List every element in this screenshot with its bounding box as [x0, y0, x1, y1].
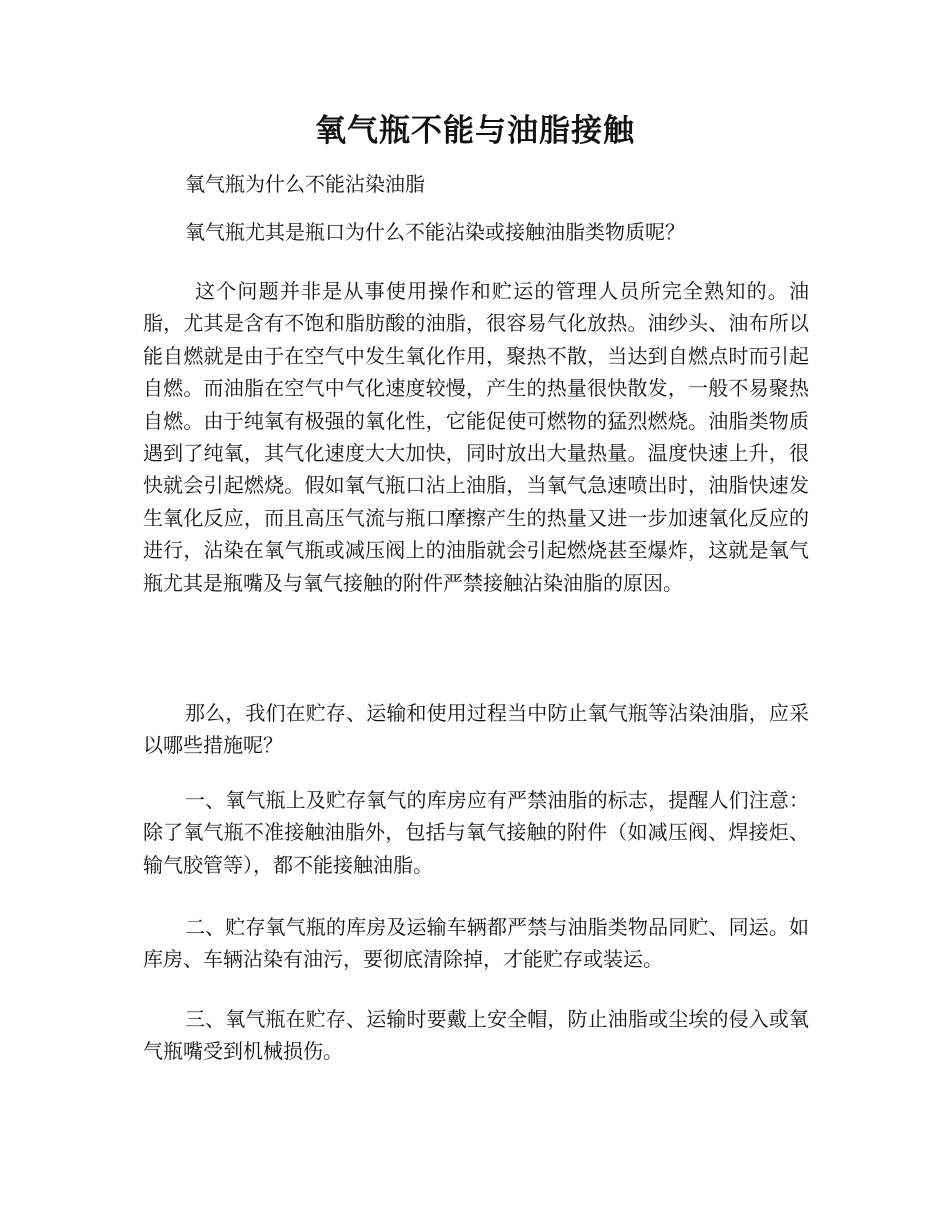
- document-title: 氧气瓶不能与油脂接触: [315, 113, 635, 149]
- subtitle-paragraph: 氧气瓶为什么不能沾染油脂: [185, 172, 425, 196]
- measure-item-2: 二、贮存氧气瓶的库房及运输车辆都严禁与油脂类物品同贮、同运。如库房、车辆沾染有油污，要彻底清除掉，才能贮存或装运。: [143, 915, 809, 972]
- measure-item-1: 一、氧气瓶上及贮存氧气的库房应有严禁油脂的标志，提醒人们注意：除了氧气瓶不准接触油脂外，包括与氧气接触的附件（如减压阀、焊接炬、输气胶管等），都不能接触油脂。: [143, 788, 809, 877]
- explanation-paragraph: 这个问题并非是从事使用操作和贮运的管理人员所完全熟知的。油脂，尤其是含有不饱和脂肪酸的油脂，很容易气化放热。油纱头、油布所以能自燃就是由于在空气中发生氧化作用，聚热不散，当达到自燃点时而引起自燃。而油脂在空气中气化速度较慢，产生的热量很快散发，一般不易聚热自燃。由于纯氧有极强的氧化性，它能促使可燃物的猛烈燃烧。油脂类物质遇到了纯氧，其气化速度大大加快，同时放出大量热量。温度快速上升，很快就会引起燃烧。假如氧气瓶口沾上油脂，当氧气急速喷出时，油脂快速发生氧化反应，而且高压气流与瓶口摩擦产生的热量又进一步加速氧化反应的进行，沾染在氧气瓶或减压阀上的油脂就会引起燃烧甚至爆炸，这就是氧气瓶尤其是瓶嘴及与氧气接触的附件严禁接触沾染油脂的原因。: [143, 279, 809, 595]
- measures-intro-paragraph: 那么，我们在贮存、运输和使用过程当中防止氧气瓶等沾染油脂，应采以哪些措施呢？: [143, 701, 809, 758]
- measure-item-3: 三、氧气瓶在贮存、运输时要戴上安全帽，防止油脂或尘埃的侵入或氧气瓶嘴受到机械损伤。: [143, 1007, 809, 1064]
- question-paragraph: 氧气瓶尤其是瓶口为什么不能沾染或接触油脂类物质呢？: [185, 220, 685, 244]
